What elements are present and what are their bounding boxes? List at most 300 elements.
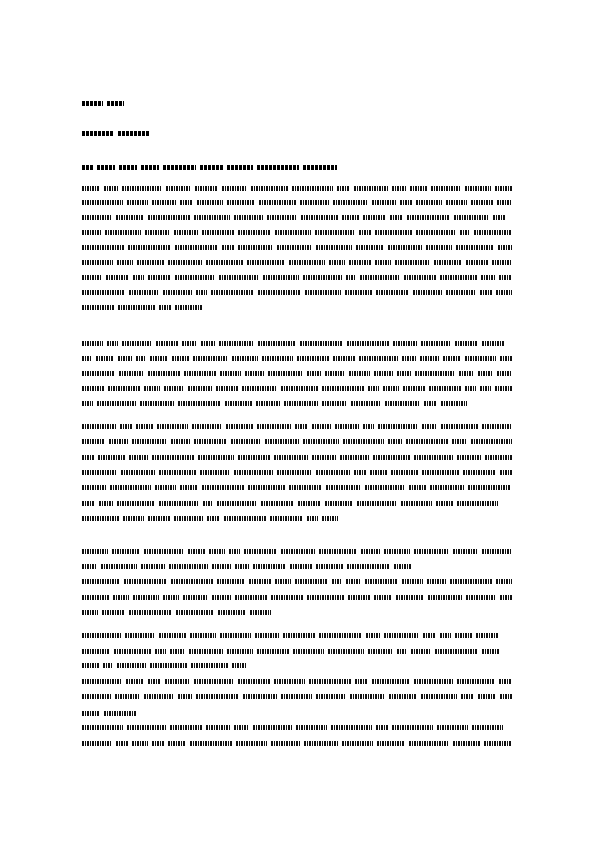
text-line <box>82 609 271 615</box>
word-glyph <box>268 371 303 376</box>
word-glyph <box>82 694 111 699</box>
word-glyph <box>262 356 293 361</box>
word-glyph <box>440 275 477 280</box>
word-glyph <box>480 386 491 391</box>
word-glyph <box>82 741 112 746</box>
word-glyph <box>372 679 410 684</box>
word-glyph <box>301 215 338 220</box>
word-glyph <box>384 549 410 554</box>
word-glyph <box>132 741 148 746</box>
word-glyph <box>127 200 148 205</box>
word-glyph <box>118 356 132 361</box>
word-glyph <box>440 633 451 638</box>
word-glyph <box>402 356 416 361</box>
word-glyph <box>349 371 370 376</box>
text-line <box>82 423 512 429</box>
word-glyph <box>190 633 216 638</box>
word-glyph <box>394 564 412 569</box>
word-glyph <box>455 341 478 346</box>
word-glyph <box>82 215 112 220</box>
word-glyph <box>385 401 420 406</box>
word-glyph <box>322 401 347 406</box>
word-glyph <box>170 725 202 730</box>
word-glyph <box>226 424 253 429</box>
word-glyph <box>370 470 387 475</box>
word-glyph <box>194 439 227 444</box>
word-glyph <box>104 711 136 716</box>
word-glyph <box>206 725 230 730</box>
word-glyph <box>183 595 208 600</box>
word-glyph <box>188 386 212 391</box>
word-glyph <box>82 290 125 295</box>
word-glyph <box>340 455 369 460</box>
word-glyph <box>217 501 257 506</box>
word-glyph <box>152 741 164 746</box>
word-glyph <box>103 663 113 668</box>
text-line <box>82 662 247 668</box>
word-glyph <box>277 470 312 475</box>
word-glyph <box>480 290 492 295</box>
word-glyph <box>446 200 467 205</box>
word-glyph <box>482 549 512 554</box>
word-glyph <box>375 230 412 235</box>
word-glyph <box>166 186 191 191</box>
word-glyph <box>478 371 493 376</box>
word-glyph <box>378 424 418 429</box>
word-glyph <box>363 424 374 429</box>
word-glyph <box>122 341 152 346</box>
word-glyph <box>82 679 122 684</box>
word-glyph <box>416 230 456 235</box>
word-glyph <box>500 595 512 600</box>
word-glyph <box>300 341 343 346</box>
word-glyph <box>82 245 124 250</box>
word-glyph <box>238 679 270 684</box>
word-glyph <box>116 741 128 746</box>
word-glyph <box>163 595 179 600</box>
word-glyph <box>113 595 129 600</box>
word-glyph <box>163 290 192 295</box>
text-line <box>82 400 467 406</box>
word-glyph <box>331 725 372 730</box>
word-glyph <box>500 694 512 699</box>
text-line <box>82 164 337 170</box>
word-glyph <box>402 579 423 584</box>
word-glyph <box>259 200 296 205</box>
word-glyph <box>270 516 303 521</box>
word-glyph <box>409 741 449 746</box>
word-glyph <box>499 275 512 280</box>
word-glyph <box>413 290 442 295</box>
word-glyph <box>198 455 234 460</box>
word-glyph <box>163 165 196 170</box>
word-glyph <box>456 245 494 250</box>
word-glyph <box>155 649 166 654</box>
word-glyph <box>216 386 238 391</box>
word-glyph <box>227 165 253 170</box>
word-glyph <box>357 501 397 506</box>
word-glyph <box>351 401 381 406</box>
text-line <box>82 340 505 346</box>
word-glyph <box>129 455 148 460</box>
word-glyph <box>132 439 167 444</box>
word-glyph <box>421 341 451 346</box>
text-line <box>82 548 512 554</box>
word-glyph <box>238 455 270 460</box>
word-glyph <box>82 470 117 475</box>
word-glyph <box>144 694 174 699</box>
word-glyph <box>366 633 380 638</box>
word-glyph <box>271 741 300 746</box>
word-glyph <box>289 260 325 265</box>
word-glyph <box>443 356 461 361</box>
word-glyph <box>117 260 133 265</box>
word-glyph <box>397 649 407 654</box>
word-glyph <box>333 356 355 361</box>
word-glyph <box>296 725 327 730</box>
word-glyph <box>197 200 223 205</box>
word-glyph <box>108 386 140 391</box>
word-glyph <box>172 356 189 361</box>
text-line <box>82 185 512 191</box>
word-glyph <box>465 356 496 361</box>
word-glyph <box>478 694 496 699</box>
word-glyph <box>212 595 231 600</box>
word-glyph <box>141 564 165 569</box>
word-glyph <box>316 564 343 569</box>
text-line <box>82 693 512 699</box>
word-glyph <box>457 455 481 460</box>
word-glyph <box>274 679 305 684</box>
text-line <box>82 259 512 265</box>
word-glyph <box>348 595 370 600</box>
word-glyph <box>423 633 436 638</box>
word-glyph <box>346 275 356 280</box>
word-glyph <box>325 501 353 506</box>
word-glyph <box>175 245 218 250</box>
word-glyph <box>82 424 116 429</box>
word-glyph <box>133 595 159 600</box>
text-line <box>82 130 150 136</box>
word-glyph <box>290 564 312 569</box>
text-line <box>82 500 498 506</box>
word-glyph <box>243 694 277 699</box>
word-glyph <box>307 371 321 376</box>
word-glyph <box>189 649 223 654</box>
word-glyph <box>332 579 342 584</box>
word-glyph <box>426 245 452 250</box>
word-glyph <box>384 633 419 638</box>
text-line <box>82 274 512 280</box>
word-glyph <box>156 341 178 346</box>
word-glyph <box>129 610 172 615</box>
word-glyph <box>148 275 171 280</box>
word-glyph <box>466 595 496 600</box>
text-line <box>82 578 512 584</box>
word-glyph <box>200 165 223 170</box>
word-glyph <box>195 186 218 191</box>
word-glyph <box>281 549 315 554</box>
word-glyph <box>229 549 240 554</box>
word-glyph <box>283 633 315 638</box>
word-glyph <box>392 186 406 191</box>
word-glyph <box>372 200 396 205</box>
word-glyph <box>305 290 341 295</box>
word-glyph <box>434 260 462 265</box>
text-line <box>82 648 500 654</box>
word-glyph <box>450 579 492 584</box>
word-glyph <box>414 549 449 554</box>
word-glyph <box>265 439 299 444</box>
word-glyph <box>281 386 318 391</box>
word-glyph <box>460 230 470 235</box>
word-glyph <box>236 741 267 746</box>
text-line <box>82 594 512 600</box>
word-glyph <box>356 245 384 250</box>
word-glyph <box>133 275 144 280</box>
word-glyph <box>497 200 512 205</box>
word-glyph <box>427 579 446 584</box>
word-glyph <box>150 356 168 361</box>
word-glyph <box>256 401 280 406</box>
word-glyph <box>112 549 140 554</box>
word-glyph <box>459 371 474 376</box>
word-glyph <box>261 501 294 506</box>
word-glyph <box>176 610 214 615</box>
word-glyph <box>150 663 187 668</box>
text-line <box>82 710 136 716</box>
word-glyph <box>429 386 461 391</box>
text-line <box>82 229 512 235</box>
word-glyph <box>383 386 399 391</box>
word-glyph <box>455 633 472 638</box>
word-glyph <box>258 341 296 346</box>
word-glyph <box>403 386 425 391</box>
word-glyph <box>368 649 393 654</box>
word-glyph <box>315 230 355 235</box>
word-glyph <box>148 371 180 376</box>
word-glyph <box>218 610 246 615</box>
word-glyph <box>82 516 119 521</box>
word-glyph <box>326 485 361 490</box>
text-line <box>82 678 512 684</box>
word-glyph <box>202 230 234 235</box>
word-glyph <box>82 579 120 584</box>
word-glyph <box>430 485 464 490</box>
word-glyph <box>82 501 95 506</box>
word-glyph <box>253 725 292 730</box>
word-glyph <box>222 245 234 250</box>
word-glyph <box>307 595 344 600</box>
word-glyph <box>428 595 462 600</box>
word-glyph <box>343 439 384 444</box>
word-glyph <box>437 725 468 730</box>
word-glyph <box>474 230 512 235</box>
word-glyph <box>453 741 480 746</box>
word-glyph <box>347 564 390 569</box>
word-glyph <box>171 579 213 584</box>
word-glyph <box>169 564 208 569</box>
word-glyph <box>212 564 231 569</box>
word-glyph <box>335 424 359 429</box>
word-glyph <box>250 610 271 615</box>
word-glyph <box>116 215 144 220</box>
word-glyph <box>258 290 301 295</box>
word-glyph <box>350 694 385 699</box>
word-glyph <box>82 663 99 668</box>
word-glyph <box>337 186 350 191</box>
text-line <box>82 563 412 569</box>
word-glyph <box>247 260 285 265</box>
word-glyph <box>107 341 118 346</box>
word-glyph <box>300 200 329 205</box>
word-glyph <box>148 679 161 684</box>
word-glyph <box>129 290 159 295</box>
word-glyph <box>97 401 136 406</box>
word-glyph <box>192 424 222 429</box>
word-glyph <box>453 549 478 554</box>
word-glyph <box>82 649 110 654</box>
word-glyph <box>101 564 137 569</box>
word-glyph <box>406 439 448 444</box>
word-glyph <box>465 386 476 391</box>
word-glyph <box>193 356 228 361</box>
word-glyph <box>319 549 357 554</box>
word-glyph <box>231 439 261 444</box>
word-glyph <box>82 439 105 444</box>
word-glyph <box>119 165 137 170</box>
word-glyph <box>118 305 155 310</box>
word-glyph <box>140 401 174 406</box>
word-glyph <box>496 290 512 295</box>
word-glyph <box>238 245 273 250</box>
word-glyph <box>118 131 150 136</box>
word-glyph <box>263 275 299 280</box>
word-glyph <box>495 386 512 391</box>
word-glyph <box>454 215 489 220</box>
word-glyph <box>420 356 439 361</box>
word-glyph <box>82 485 106 490</box>
word-glyph <box>463 470 496 475</box>
word-glyph <box>391 470 418 475</box>
word-glyph <box>137 260 164 265</box>
word-glyph <box>295 424 308 429</box>
word-glyph <box>106 275 129 280</box>
word-glyph <box>171 439 190 444</box>
word-glyph <box>201 341 215 346</box>
word-glyph <box>82 610 98 615</box>
word-glyph <box>431 186 461 191</box>
word-glyph <box>206 260 243 265</box>
word-glyph <box>119 371 144 376</box>
word-glyph <box>271 595 303 600</box>
word-glyph <box>207 516 220 521</box>
text-line <box>82 100 124 106</box>
word-glyph <box>117 663 146 668</box>
word-glyph <box>284 401 318 406</box>
word-glyph <box>497 371 512 376</box>
word-glyph <box>257 165 299 170</box>
word-glyph <box>333 200 368 205</box>
word-glyph <box>360 275 400 280</box>
word-glyph <box>182 341 197 346</box>
word-glyph <box>110 485 151 490</box>
word-glyph <box>102 610 125 615</box>
word-glyph <box>203 501 213 506</box>
word-glyph <box>188 549 205 554</box>
word-glyph <box>293 649 324 654</box>
word-glyph <box>465 186 491 191</box>
word-glyph <box>244 549 277 554</box>
word-glyph <box>82 275 102 280</box>
word-glyph <box>316 470 350 475</box>
word-glyph <box>471 200 493 205</box>
word-glyph <box>194 215 230 220</box>
word-glyph <box>82 401 93 406</box>
word-glyph <box>82 633 121 638</box>
word-glyph <box>82 230 101 235</box>
word-glyph <box>275 579 291 584</box>
word-glyph <box>234 470 273 475</box>
word-glyph <box>180 200 193 205</box>
text-line <box>82 304 202 310</box>
word-glyph <box>354 186 388 191</box>
word-glyph <box>281 694 312 699</box>
text-line <box>82 199 512 205</box>
word-glyph <box>234 215 263 220</box>
word-glyph <box>404 275 436 280</box>
word-glyph <box>482 341 505 346</box>
word-glyph <box>316 694 346 699</box>
word-glyph <box>248 485 285 490</box>
word-glyph <box>481 275 495 280</box>
word-glyph <box>174 516 203 521</box>
word-glyph <box>122 186 162 191</box>
word-glyph <box>441 424 478 429</box>
word-glyph <box>365 579 398 584</box>
word-glyph <box>347 341 389 346</box>
text-line <box>82 515 338 521</box>
word-glyph <box>376 290 409 295</box>
word-glyph <box>414 455 453 460</box>
word-glyph <box>407 215 450 220</box>
word-glyph <box>388 245 422 250</box>
word-glyph <box>105 230 141 235</box>
word-glyph <box>178 694 192 699</box>
word-glyph <box>144 549 184 554</box>
word-glyph <box>152 455 194 460</box>
word-glyph <box>389 694 417 699</box>
word-glyph <box>322 516 338 521</box>
word-glyph <box>354 470 366 475</box>
word-glyph <box>222 186 247 191</box>
word-glyph <box>329 260 345 265</box>
word-glyph <box>345 290 372 295</box>
word-glyph <box>363 215 386 220</box>
word-glyph <box>359 356 398 361</box>
word-glyph <box>82 200 123 205</box>
word-glyph <box>145 230 170 235</box>
word-glyph <box>485 455 512 460</box>
word-glyph <box>125 633 155 638</box>
word-glyph <box>359 230 371 235</box>
word-glyph <box>109 439 128 444</box>
word-glyph <box>82 165 93 170</box>
word-glyph <box>99 501 113 506</box>
word-glyph <box>304 741 338 746</box>
word-glyph <box>457 679 495 684</box>
word-glyph <box>82 564 97 569</box>
